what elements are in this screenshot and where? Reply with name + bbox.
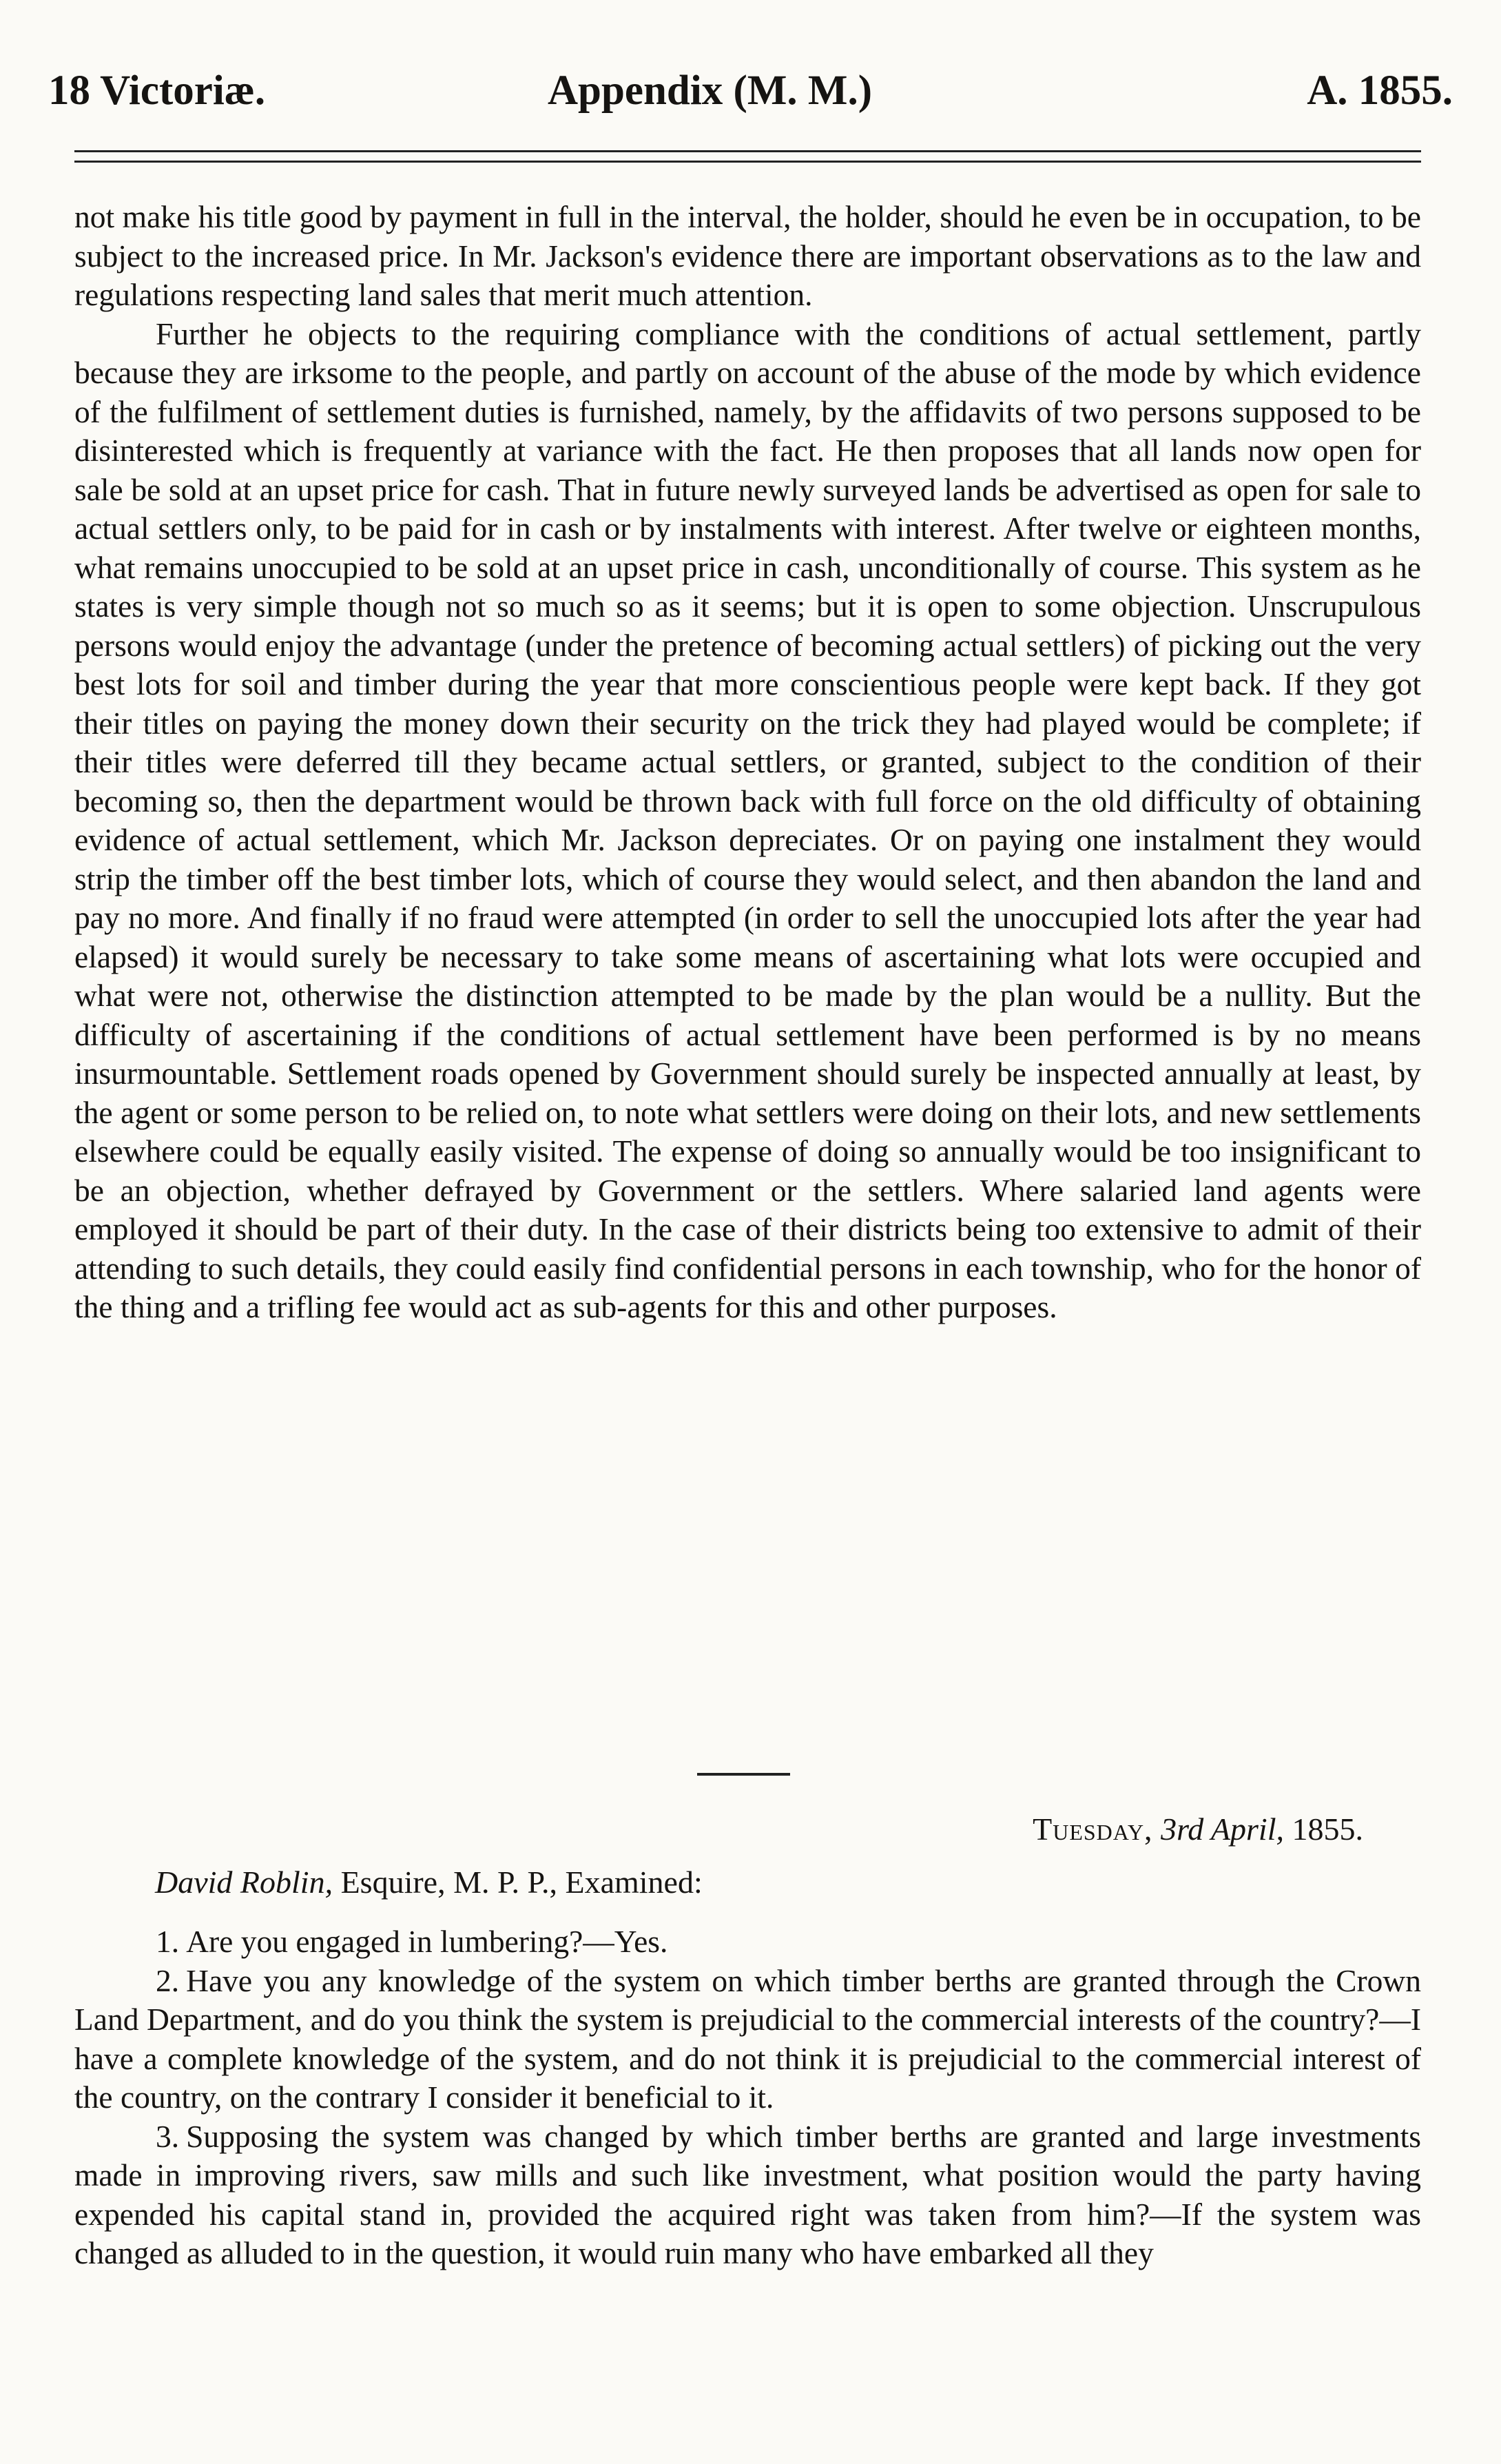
witness-line bbox=[155, 1862, 703, 1903]
report-text bbox=[74, 198, 1421, 1327]
header-rule bbox=[74, 150, 1421, 163]
running-head bbox=[48, 63, 1460, 119]
question-text: Are you engaged in lumbering?—Yes. bbox=[186, 1924, 668, 1959]
examination-questions bbox=[74, 1922, 1421, 2273]
paragraph-continued: not make his title good by payment in full in the interval, the holder, should he even be in occupation, to be subject to the increased price. In Mr. Jackson's evidence there are important observations as to the law and regulations respecting land sales that merit much attention. bbox=[74, 199, 1421, 312]
date-line bbox=[1033, 1809, 1363, 1850]
date-day-month: 3rd April, bbox=[1161, 1811, 1284, 1847]
section-divider bbox=[697, 1773, 790, 1776]
question-number: 3. bbox=[156, 2118, 180, 2154]
header-year: A. 1855. bbox=[1307, 68, 1453, 114]
question-item bbox=[74, 1962, 1421, 2117]
question-item bbox=[74, 2117, 1421, 2273]
witness-title: Esquire, M. P. P., Examined: bbox=[340, 1865, 703, 1900]
question-text: Supposing the system was changed by which timber berths are granted and large investments made in improving rivers, saw mills and such like investment, what position would the party having expended his capital stand in, provided the acquired right was taken from him?—If the system was changed as alluded to in the question, it would ruin many who have embarked all they bbox=[74, 2118, 1421, 2270]
date-day: Tuesday, bbox=[1033, 1811, 1153, 1847]
question-item bbox=[74, 1922, 1421, 1962]
witness-name: David Roblin, bbox=[155, 1865, 333, 1900]
question-text: Have you any knowledge of the system on which timber berths are granted through the Crown Land Department, and do you think the system is prejudicial to the commercial interests of the country?—I have a complete knowledge of the system, and do not think it is prejudicial to the commercial interest of the country, on the contrary I consider it beneficial to it. bbox=[74, 1962, 1421, 2115]
date-year: 1855. bbox=[1292, 1811, 1363, 1847]
paragraph-settlement: Further he objects to the requiring compliance with the conditions of actual settlement, partly because they are irksome to the people, and partly on account of the abuse of the mode by which evidence of the fulfilment of settlement duties is furnished, namely, by the affidavits of two persons supposed to be disinterested which is frequently at variance with the fact. He then proposes that all lands now open for sale be sold at an upset price for cash. That in future newly surveyed lands be advertised as open for sale to actual settlers only, to be paid for in cash or by instalments with interest. After twelve or eighteen months, what remains unoccupied to be sold at an upset price in cash, unconditionally of course. This system as he states is very simple though not so much so as it seems; but it is open to some objection. Unscrupulous persons would enjoy the advantage (under the pretence of becoming actual settlers) of picking out the very best lots for soil and timber during the year that more conscientious people were kept back. If they got their titles on paying the money down their security on the trick they had played would be complete; if their titles were deferred till they became actual settlers, or granted, subject to the condition of their becoming so, then the department would be thrown back with full force on the old difficulty of obtaining evidence of actual settlement, which Mr. Jackson depreciates. Or on paying one instalment they would strip the timber off the best timber lots, which of course they would select, and then abandon the land and pay no more. And finally if no fraud were attempted (in order to sell the unoccupied lots after the year had elapsed) it would surely be necessary to take some means of ascertaining what lots were occupied and what were not, otherwise the distinction attempted to be made by the plan would be a nullity. But the difficulty of ascertaining if the conditions of actual settlement have been performed is by no means insurmountable. Settlement roads opened by Government should surely be inspected annually at least, by the agent or some person to be relied on, to note what settlers were doing on their lots, and new settlements elsewhere could be equally easily visited. The expense of doing so annually would be too insignificant to be an objection, whether defrayed by Government or the settlers. Where salaried land agents were employed it should be part of their duty. In the case of their districts being too extensive to admit of their attending to such details, they could easily find confidential persons in each township, who for the honor of the thing and a trifling fee would act as sub-agents for this and other purposes. bbox=[74, 316, 1421, 1324]
question-number: 1. bbox=[156, 1924, 180, 1959]
header-session: 18 Victoriæ. bbox=[48, 68, 266, 114]
header-appendix: Appendix (M. M.) bbox=[548, 68, 873, 114]
question-number: 2. bbox=[156, 1962, 180, 1998]
